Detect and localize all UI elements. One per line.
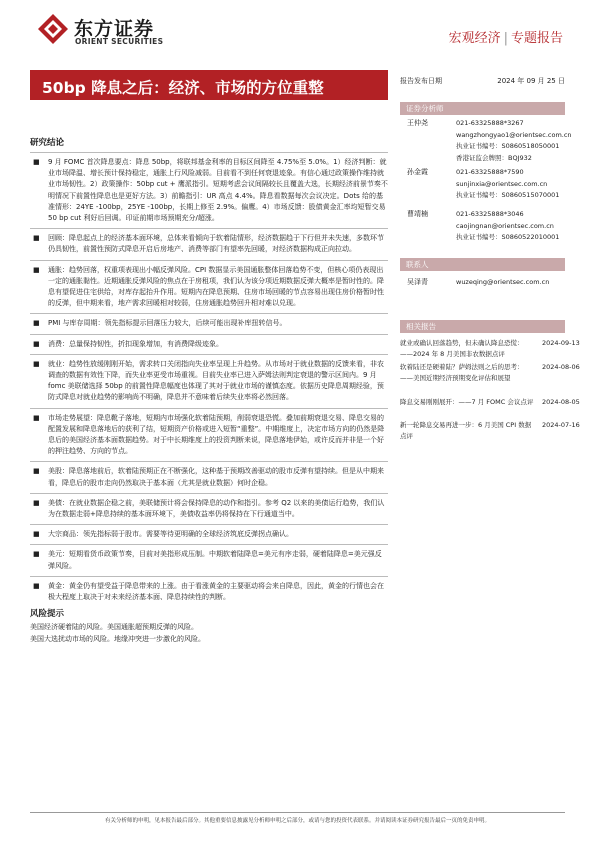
contact-name: 吴泽青 (407, 278, 428, 286)
related-report-date: 2024-07-16 (542, 421, 580, 429)
publish-date (400, 76, 565, 86)
bullet-icon: ■ (33, 550, 40, 559)
risk-item: 美国大选扰动市场的风险。地缘冲突进一步激化的风险。 (30, 635, 205, 644)
conclusion-item (30, 581, 388, 603)
related-report-title[interactable]: 软着陆还是硬着陆？萨姆法则之后的思考：——美国近期经济预期变化评估和展望 (400, 363, 524, 382)
brand-logo (30, 12, 180, 48)
research-conclusions (30, 136, 388, 645)
footer-disclaimer: 有关分析师的申明，见本报告最后部分。其他重要信息披露见分析师申明之后部分，或请与您的投资代表联系。并请阅读本证券研究报告最后一页的免责申明。 (104, 818, 490, 824)
conclusion-text: 黄金：黄金仍有望受益于降息带来的上涨。由于看涨黄金的主要驱动将会来自降息，因此，黄金的行情也会在极大程度上取决于对未来经济基本面、降息持续性的判断。 (48, 581, 384, 602)
report-title: 50bp 降息之后：经济、市场的方位重整 (42, 79, 324, 97)
conclusion-item (30, 318, 388, 329)
bullet-icon: ■ (33, 265, 40, 274)
conclusion-text: 美元：短期看货币政策节奏，目前对美指形成压制。中期软着陆降息=美元有序走弱，硬着陆降息=美元强反弹风险。 (48, 550, 382, 570)
conclusion-item (30, 339, 388, 350)
conclusion-text: 美债：在就业数据企稳之前，美联储预计将会保持降息的动作和指引。参考 Q2 以来的美债运行趋势，我们认为在数据走弱+降息持续的基本面环境下，美债收益率仍将保持在下行通道当中。 (48, 498, 385, 519)
conclusion-item (30, 529, 388, 540)
analyst-email[interactable]: sunjinxia@orientsec.com.cn (456, 179, 548, 188)
bullet-icon: ■ (33, 467, 40, 476)
related-report-date: 2024-09-13 (542, 339, 580, 347)
analyst-phone: 021-63325888*3046 (456, 210, 524, 218)
divider (30, 354, 388, 355)
conclusion-text: 就业：趋势性放缓刚刚开始，需求转口关闭指向失业率呈现上升趋势。从市场对于就业数据的反馈来看，非农调查的数据有效性下降，而失业率更受市场重视。目前失业率已进入萨姆法则判定衰退的警示区间内。9 月 fomc 美联储选择 50bp 的前置性降息幅度也体现了其对于就业市场的谨慎态度。依据历史降息周期经验，预防式降息对就业趋势的影响尚不明确，降息并不意味着后续失业率将必然回落。 (48, 359, 384, 402)
analyst-email[interactable]: wangzhongyao1@orientsec.com.cn (456, 130, 572, 139)
conclusion-item (30, 413, 388, 458)
bullet-icon: ■ (33, 498, 40, 507)
bullet-icon: ■ (33, 530, 40, 539)
conclusion-text: 9 月 FOMC 首次降息要点：降息 50bp，将联邦基金利率的目标区间降至 4.75%至 5.0%。1）经济判断：就业市场降温、增长预计保持稳定，通胀上行风险减弱。目前看不到任何衰退迹象。有信心通过政策操作维持就业市场韧性。2）政策操作：50bp cut + 鹰派指引。短期考虑会议间隔较长且覆盖大选，长期经济前景节奏不明情况下前置性降息也是更好方法。3）前瞻指引：UR 高点 4.4%。降息看数据每次会议决定。Dots 给的基准情形：24YE -100bp，25YE -100bp，长期上修至 2.9%。偏鹰。4）市场反馈：股债黄金汇率均短暂交易 50 bp cut 利好后回调。印证前期市场预期充分/超涨。 (48, 158, 388, 223)
conclusion-item (30, 466, 388, 488)
conclusion-text: 市场走势展望：降息靴子落地，短期内市场强化软着陆预期，削弱衰退恐慌。叠加前期衰退交易、降息交易的配置发展和降息落地后的获利了结，短期资产价格或进入短暂“重整”。中期维度上，决定市场方向的仍然是降息后的美国经济基本面数据趋势。对于中长期维度上的投资判断来说，降息落地伊始，或许反而并非是一个好的押注趋势、方向的节点。 (48, 413, 385, 456)
bullet-icon: ■ (33, 339, 40, 348)
analyst-license: 执业证书编号：S0860518050001 (456, 142, 560, 150)
analyst-phone: 021-63325888*7590 (456, 168, 524, 176)
conclusion-text: 消费：总量保持韧性，折扣现象增加，有消费降级迹象。 (48, 339, 223, 348)
conclusion-item (30, 549, 388, 571)
conclusion-item (30, 157, 388, 224)
brand-name-cn: 东方证券 (74, 18, 155, 40)
conclusion-text: 回顾：降息起点上的经济基本面环境，总体来看倾向于软着陆情形，经济数据趋于下行但并未失速，多数环节仍具韧性，前置性预防式降息开启后房地产、消费等部门有望率先回暖，对经济数据构成正向拉动。 (48, 234, 384, 254)
contacts-heading: 联系人 (400, 258, 565, 271)
conclusion-item (30, 359, 388, 404)
divider (30, 152, 388, 153)
divider (30, 334, 388, 335)
divider (30, 313, 388, 314)
risk-item: 美国经济硬着陆的风险。美国通胀超预期反弹的风险。 (30, 623, 198, 632)
bullet-icon: ■ (33, 413, 40, 422)
publish-date-label: 报告发布日期 (400, 77, 442, 85)
related-report-date: 2024-08-05 (542, 398, 580, 406)
conclusion-text: 通胀：趋势回落，权重项表现出小幅反弹风险。CPI 数据显示美国通胀整体回落趋势不变，但核心项仍表现出一定的通胀黏性。近期通胀反弹风险的焦点在于房租项，我们认为该分项近期数据反弹大概率是暂时性的。降息有望促进住宅供给，对库存起抬升作用。短期内在降息预期、住房市场回暖的节点容易出现住房价格暂时性的反弹，但中期来看，地产需求回暖相对较弱，住房通胀趋势回升相对难以兑现。 (48, 265, 384, 308)
conclusion-text: PMI 与库存周期：领先指标提示回落压力较大，后续可能出现补库扭转信号。 (48, 319, 287, 328)
related-report-title[interactable]: 就业或确认回落趋势，但未确认降息恐慌：——2024 年 8 月美国非农数据点评 (400, 339, 524, 358)
related-report-title[interactable]: 新一轮降息交易再进一步：6 月美国 CPI 数据点评 (400, 421, 532, 440)
bullet-icon: ■ (33, 319, 40, 328)
analyst-name: 孙金霞 (407, 168, 428, 176)
divider (30, 576, 388, 577)
divider (30, 461, 388, 462)
conclusion-item (30, 498, 388, 520)
contact-email[interactable]: wuzeqing@orientsec.com.cn (456, 278, 550, 286)
divider (30, 228, 388, 229)
divider (30, 260, 388, 261)
category-separator: | (503, 31, 508, 46)
footer-divider (30, 812, 565, 813)
bullet-icon: ■ (33, 581, 40, 590)
bullet-icon: ■ (33, 359, 40, 368)
analyst-license: 执业证书编号：S0860522010001 (456, 233, 560, 241)
report-category (449, 27, 563, 46)
divider (30, 524, 388, 525)
conclusion-item (30, 265, 388, 310)
divider (30, 408, 388, 409)
related-report-title[interactable]: 降息交易刚刚展开：——7 月 FOMC 会议点评 (400, 398, 534, 406)
category-label: 宏观经济 (448, 31, 501, 46)
analysts-heading: 证券分析师 (400, 102, 565, 115)
conclusion-text: 大宗商品：领先指标弱于股市。需要等待更明确的全球经济筑底反弹拐点确认。 (48, 530, 293, 539)
related-reports-heading: 相关报告 (400, 320, 565, 333)
analyst-hk-license: 香港证监会牌照：BQJ932 (456, 153, 532, 162)
conclusion-text: 美股：降息落地前后，软着陆预期正在不断强化，这种基于预期改善驱动的股市反弹有望持续。但是从中期来看，降息后的股市走向仍然取决于基本面（尤其是就业数据）何时企稳。 (48, 467, 384, 487)
bullet-icon: ■ (33, 158, 40, 166)
brand-logo-icon (36, 12, 70, 46)
brand-name-en: ORIENT SECURITIES (75, 37, 164, 46)
related-report-date: 2024-08-06 (542, 363, 580, 371)
section-title: 研究结论 (30, 138, 65, 148)
divider (30, 544, 388, 545)
analyst-email[interactable]: caojingnan@orientsec.com.cn (456, 221, 554, 230)
title-banner (30, 70, 388, 100)
risk-section-title: 风险提示 (30, 609, 65, 620)
analyst-license: 执业证书编号：S0860515070001 (456, 191, 560, 199)
analyst-name: 曹靖楠 (407, 210, 428, 218)
conclusion-item (30, 233, 388, 255)
bullet-icon: ■ (33, 234, 40, 243)
analyst-phone: 021-63325888*3267 (456, 119, 524, 127)
divider (30, 493, 388, 494)
page-header (0, 0, 595, 52)
publish-date-value: 2024 年 09 月 25 日 (497, 77, 565, 85)
subcategory-label: 专题报告 (510, 31, 563, 46)
analyst-name: 王仲尧 (407, 119, 428, 127)
